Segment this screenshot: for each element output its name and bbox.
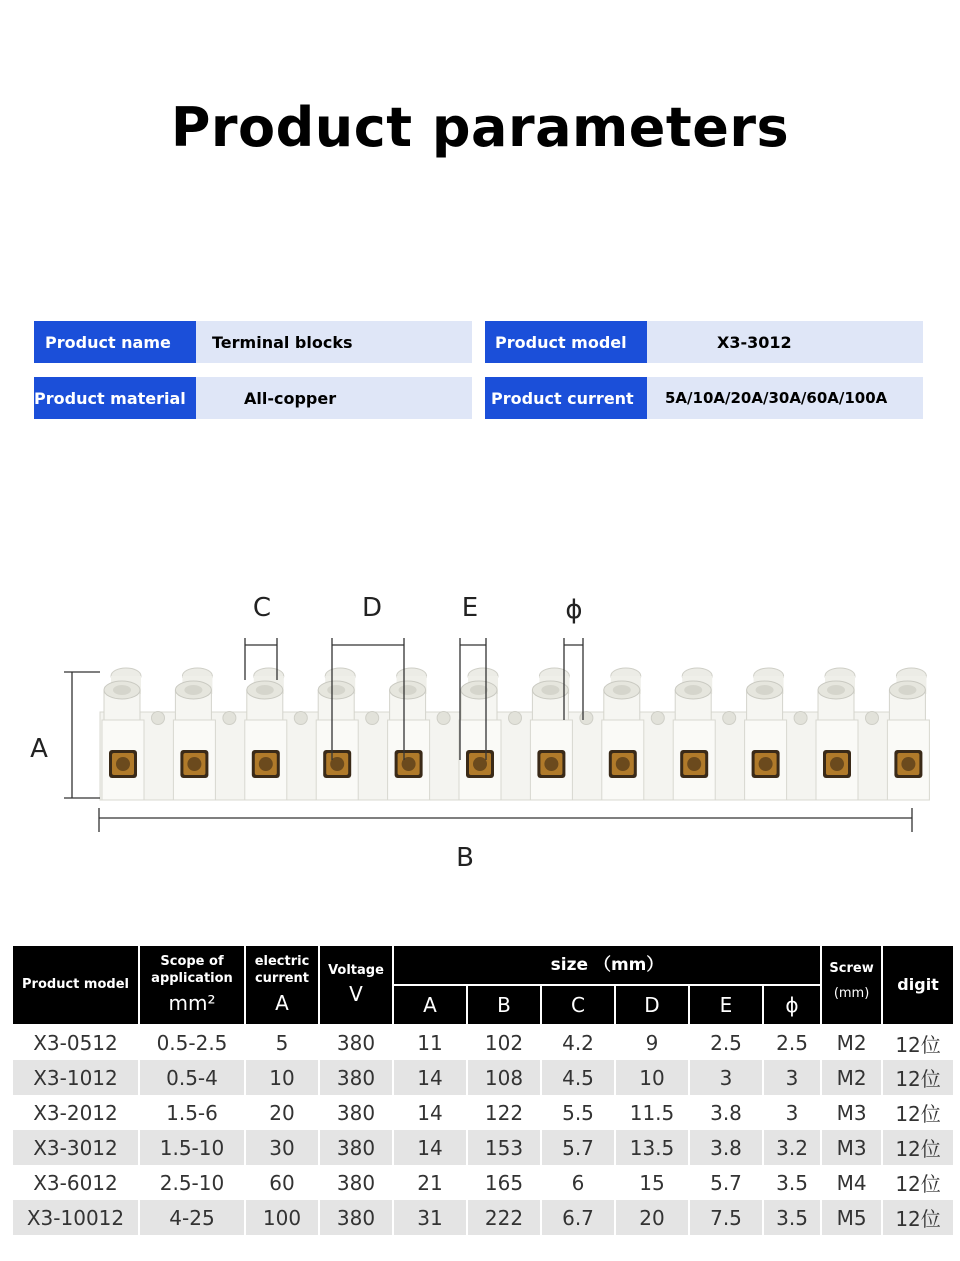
header-voltage-unit: V [349, 982, 363, 1007]
header-screw-label: Screw [829, 960, 874, 976]
table-cell: 3 [689, 1060, 763, 1095]
brass-screw [544, 757, 558, 771]
header-screw [821, 945, 882, 1025]
mounting-hole [723, 712, 736, 725]
product-model-value: X3-3012 [647, 321, 923, 363]
header-scope-unit: mm² [168, 990, 216, 1015]
table-cell: 20 [245, 1095, 319, 1130]
table-cell: X3-10012 [12, 1200, 139, 1235]
table-row [12, 1095, 954, 1130]
mounting-hole [366, 712, 379, 725]
brass-screw [759, 757, 773, 771]
table-cell: 102 [467, 1025, 541, 1060]
table-cell: 20 [615, 1200, 689, 1235]
table-row [12, 1130, 954, 1165]
table-cell: M2 [821, 1025, 882, 1060]
table-cell: 2.5-10 [139, 1165, 245, 1200]
product-name-value: Terminal blocks [196, 321, 472, 363]
table-cell: 5.7 [541, 1130, 615, 1165]
screw-hole [470, 685, 488, 695]
table-row [12, 1060, 954, 1095]
table-cell: 11.5 [615, 1095, 689, 1130]
screw-hole [256, 685, 274, 695]
brass-screw [616, 757, 630, 771]
product-model-label: Product model [485, 321, 647, 363]
brass-screw [187, 757, 201, 771]
spec-table [11, 944, 955, 1235]
table-cell: 5 [245, 1025, 319, 1060]
mounting-hole [866, 712, 879, 725]
header-scope-line2: application [151, 971, 233, 986]
product-name-label: Product name [34, 321, 196, 363]
product-material-value: All-copper [196, 377, 472, 419]
table-cell: 380 [319, 1130, 393, 1165]
info-row-model [485, 321, 923, 363]
table-cell: 60 [245, 1165, 319, 1200]
table-cell: 5.7 [689, 1165, 763, 1200]
table-row [12, 1165, 954, 1200]
info-row-material [34, 377, 472, 419]
screw-hole [827, 685, 845, 695]
table-cell: 12位 [882, 1025, 954, 1060]
table-cell: 14 [393, 1130, 467, 1165]
table-cell: 0.5-2.5 [139, 1025, 245, 1060]
brass-screw [259, 757, 273, 771]
mounting-hole [580, 712, 593, 725]
table-cell: 380 [319, 1165, 393, 1200]
block-strip [100, 712, 912, 800]
table-cell: 165 [467, 1165, 541, 1200]
table-cell: 1.5-10 [139, 1130, 245, 1165]
dim-label-e: E [461, 593, 479, 623]
table-cell: 2.5 [689, 1025, 763, 1060]
header-size-a: A [393, 985, 467, 1025]
table-cell: X3-3012 [12, 1130, 139, 1165]
header-scope-line1: Scope of [160, 954, 224, 970]
mounting-hole [294, 712, 307, 725]
table-cell: X3-2012 [12, 1095, 139, 1130]
table-cell: 10 [615, 1060, 689, 1095]
table-cell: M3 [821, 1095, 882, 1130]
header-screw-unit: (mm) [833, 985, 870, 1001]
table-cell: 14 [393, 1095, 467, 1130]
brass-screw [473, 757, 487, 771]
table-cell: 12位 [882, 1130, 954, 1165]
table-cell: 2.5 [763, 1025, 821, 1060]
header-size-b: B [467, 985, 541, 1025]
table-cell: 4.2 [541, 1025, 615, 1060]
brass-screw [830, 757, 844, 771]
brass-screw [116, 757, 130, 771]
product-material-label: Product material [34, 377, 196, 419]
table-cell: 380 [319, 1025, 393, 1060]
table-cell: M4 [821, 1165, 882, 1200]
table-cell: 108 [467, 1060, 541, 1095]
page-title: Product parameters [170, 96, 790, 159]
dim-label-c: C [252, 593, 272, 623]
table-cell: 222 [467, 1200, 541, 1235]
table-row [12, 1025, 954, 1060]
brass-screw [687, 757, 701, 771]
table-cell: 30 [245, 1130, 319, 1165]
table-cell: 100 [245, 1200, 319, 1235]
mounting-hole [437, 712, 450, 725]
header-size-d: D [615, 985, 689, 1025]
mounting-hole [152, 712, 165, 725]
header-current [245, 945, 319, 1025]
header-size: size （mm） [393, 945, 821, 985]
header-size-c: C [541, 985, 615, 1025]
screw-hole [684, 685, 702, 695]
table-cell: 4-25 [139, 1200, 245, 1235]
table-cell: 12位 [882, 1200, 954, 1235]
mounting-hole [651, 712, 664, 725]
mounting-hole [223, 712, 236, 725]
table-cell: 380 [319, 1095, 393, 1130]
table-cell: M3 [821, 1130, 882, 1165]
table-cell: 3.8 [689, 1095, 763, 1130]
terminal-block-diagram [0, 560, 960, 890]
table-cell: 3.5 [763, 1200, 821, 1235]
dim-label-a: A [30, 734, 48, 764]
screw-hole [541, 685, 559, 695]
table-cell: X3-0512 [12, 1025, 139, 1060]
screw-hole [399, 685, 417, 695]
info-row-current [485, 377, 923, 419]
table-cell: M5 [821, 1200, 882, 1235]
table-cell: M2 [821, 1060, 882, 1095]
header-size-e: E [689, 985, 763, 1025]
table-cell: 11 [393, 1025, 467, 1060]
table-cell: 380 [319, 1060, 393, 1095]
header-product-model: Product model [12, 945, 139, 1025]
table-row [12, 1200, 954, 1235]
table-cell: 3.5 [763, 1165, 821, 1200]
table-cell: 3.8 [689, 1130, 763, 1165]
table-cell: 9 [615, 1025, 689, 1060]
header-digit: digit [882, 945, 954, 1025]
table-cell: 12位 [882, 1095, 954, 1130]
terminal-block-body [100, 668, 929, 800]
table-cell: 15 [615, 1165, 689, 1200]
table-cell: 153 [467, 1130, 541, 1165]
screw-hole [184, 685, 202, 695]
table-cell: 6 [541, 1165, 615, 1200]
screw-hole [327, 685, 345, 695]
header-size-phi: ϕ [763, 985, 821, 1025]
mounting-hole [509, 712, 522, 725]
product-current-value: 5A/10A/20A/30A/60A/100A [647, 377, 923, 419]
header-scope [139, 945, 245, 1025]
table-cell: X3-6012 [12, 1165, 139, 1200]
table-cell: 31 [393, 1200, 467, 1235]
table-cell: 12位 [882, 1060, 954, 1095]
header-current-line2: current [254, 971, 310, 986]
header-voltage-label: Voltage [328, 962, 384, 978]
mounting-hole [794, 712, 807, 725]
screw-hole [756, 685, 774, 695]
table-cell: 1.5-6 [139, 1095, 245, 1130]
table-cell: 122 [467, 1095, 541, 1130]
table-cell: 13.5 [615, 1130, 689, 1165]
header-voltage [319, 945, 393, 1025]
table-cell: 3 [763, 1095, 821, 1130]
screw-hole [898, 685, 916, 695]
screw-hole [113, 685, 131, 695]
table-cell: 12位 [882, 1165, 954, 1200]
table-cell: 7.5 [689, 1200, 763, 1235]
table-cell: 21 [393, 1165, 467, 1200]
dim-label-phi: ϕ [565, 595, 583, 625]
table-cell: X3-1012 [12, 1060, 139, 1095]
product-current-label: Product current [485, 377, 647, 419]
table-cell: 0.5-4 [139, 1060, 245, 1095]
screw-hole [613, 685, 631, 695]
table-cell: 3.2 [763, 1130, 821, 1165]
table-cell: 5.5 [541, 1095, 615, 1130]
table-cell: 10 [245, 1060, 319, 1095]
dim-label-d: D [361, 593, 383, 623]
brass-screw [901, 757, 915, 771]
header-current-line1: electric [254, 954, 310, 970]
table-cell: 6.7 [541, 1200, 615, 1235]
table-cell: 380 [319, 1200, 393, 1235]
table-cell: 3 [763, 1060, 821, 1095]
header-current-unit: A [275, 990, 289, 1015]
table-cell: 4.5 [541, 1060, 615, 1095]
info-row-name [34, 321, 472, 363]
table-cell: 14 [393, 1060, 467, 1095]
dim-label-b: B [456, 843, 474, 873]
